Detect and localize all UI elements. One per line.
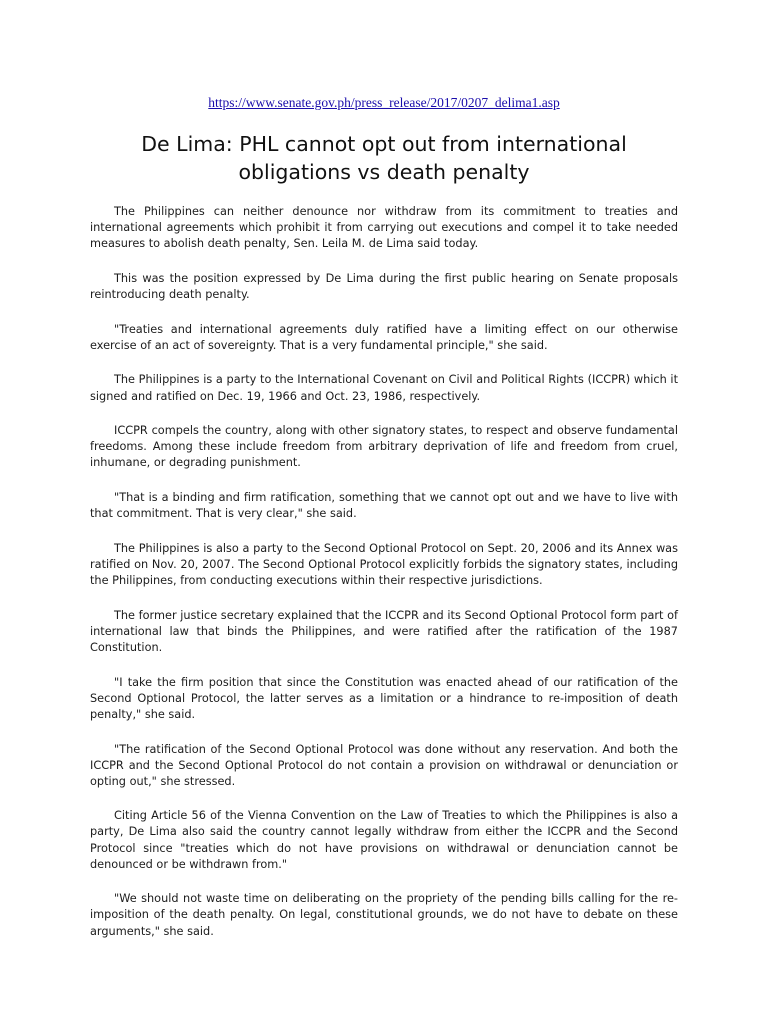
- page-title: De Lima: PHL cannot opt out from international obligations vs death penalty: [141, 132, 627, 184]
- paragraph-6: "That is a binding and firm ratification, something that we cannot opt out and we have to live with that commitment. That is very clear," she said.: [90, 491, 678, 521]
- paragraph-1: The Philippines can neither denounce nor withdraw from its commitment to treaties and international agreements which prohibit it from carrying out executions and compel it to take needed measures to abolish death penalty, Sen. Leila M. de Lima said today.: [90, 205, 678, 251]
- paragraph-7: The Philippines is also a party to the Second Optional Protocol on Sept. 20, 2006 and its Annex was ratified on Nov. 20, 2007. The Second Optional Protocol explicitly forbids the signatory states, including the Philippines, from conducting executions within their respective jurisdictions.: [90, 541, 678, 588]
- source-url-link[interactable]: https://www.senate.gov.ph/press_release/2017/0207_delima1.asp: [208, 95, 560, 110]
- paragraph-10: "The ratification of the Second Optional Protocol was done without any reservation. And both the ICCPR and the Second Optional Protocol do not contain a provision on withdrawal or denunciation or opting out," she stressed.: [90, 742, 678, 788]
- paragraph-3: "Treaties and international agreements duly ratified have a limiting effect on our otherwise exercise of an act of sovereignty. That is a very fundamental principle," she said.: [90, 322, 678, 352]
- paragraph-4: The Philippines is a party to the International Covenant on Civil and Political Rights (ICCPR) which it signed and ratified on Dec. 19, 1966 and Oct. 23, 1986, respectively.: [90, 373, 678, 403]
- paragraph-2: This was the position expressed by De Lima during the first public hearing on Senate proposals reintroducing death penalty.: [90, 271, 678, 301]
- paragraph-11: Citing Article 56 of the Vienna Convention on the Law of Treaties to which the Philippines is also a party, De Lima also said the country cannot legally withdraw from either the ICCPR and the Second Protocol since "treaties which do not have provisions on withdrawal or denunciation cannot be denounced or be withdrawn from.": [90, 809, 678, 871]
- paragraph-5: ICCPR compels the country, along with other signatory states, to respect and observe fundamental freedoms. Among these include freedom from arbitrary deprivation of life and freedom from cruel, inhumane, or degrading punishment.: [90, 424, 678, 470]
- article-body: [90, 204, 678, 958]
- paragraph-8: The former justice secretary explained that the ICCPR and its Second Optional Protocol form part of international law that binds the Philippines, and were ratified after the ratification of the 1987 Constitution.: [90, 608, 678, 654]
- paragraph-12: "We should not waste time on deliberating on the propriety of the pending bills calling for the re-imposition of the death penalty. On legal, constitutional grounds, we do not have to debate on these arguments," she said.: [90, 892, 678, 938]
- paragraph-9: "I take the firm position that since the Constitution was enacted ahead of our ratification of the Second Optional Protocol, the latter serves as a limitation or a hindrance to re-imposition of death penalty," she said.: [90, 675, 678, 721]
